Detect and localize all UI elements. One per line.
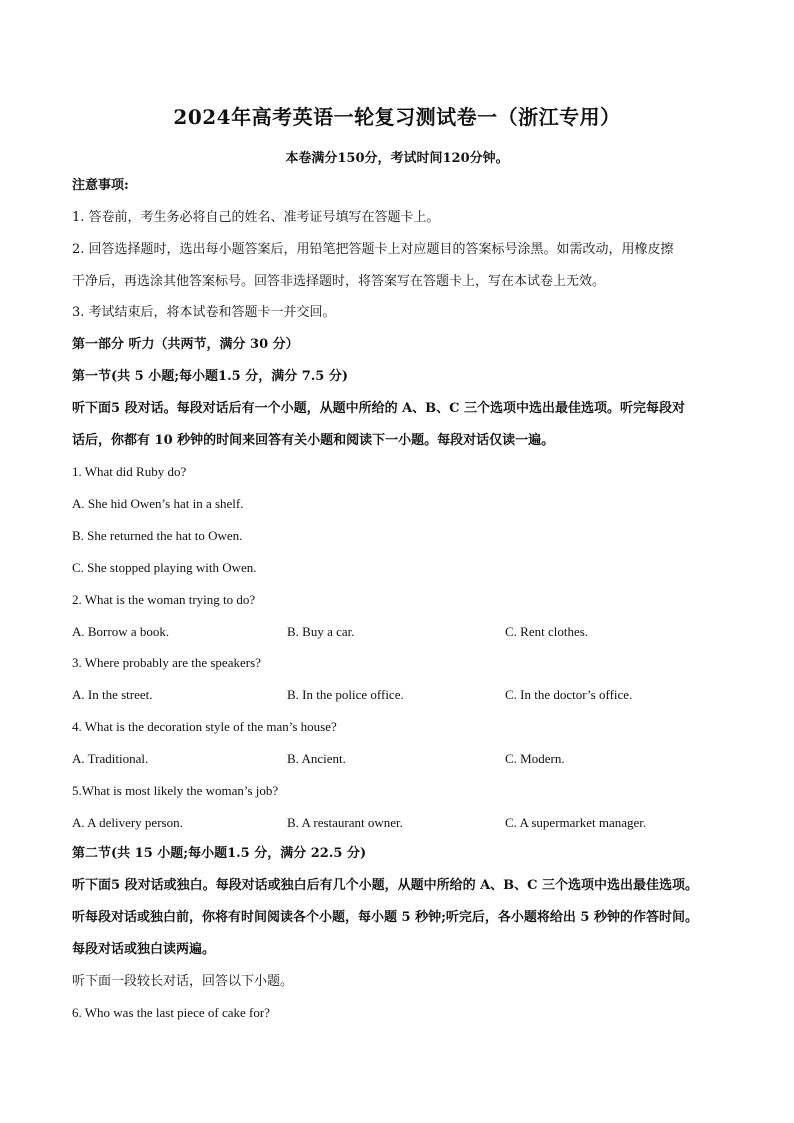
question-5-option-c: C. A supermarket manager. xyxy=(505,815,647,830)
question-1-option-b: B. She returned the hat to Owen. xyxy=(72,528,243,543)
question-4-option-b: B. Ancient. xyxy=(287,751,346,766)
exam-info: 本卷满分150分，考试时间120分钟。 xyxy=(285,151,509,166)
section2-instruction-line-3: 每段对话或独白读两遍。 xyxy=(72,942,216,957)
section2-lead: 听下面一段较长对话，回答以下小题。 xyxy=(72,974,294,989)
notice-heading: 注意事项: xyxy=(72,178,129,193)
notice-item-2-line-1: 2. 回答选择题时，选出每小题答案后，用铅笔把答题卡上对应题目的答案标号涂黑。如需改动，用橡皮擦 xyxy=(72,242,674,257)
notice-item-1: 1. 答卷前，考生务必将自己的姓名、准考证号填写在答题卡上。 xyxy=(72,210,440,225)
question-3-option-a: A. In the street. xyxy=(72,687,153,702)
question-1-option-c: C. She stopped playing with Owen. xyxy=(72,560,257,575)
part1-heading: 第一部分 听力（共两节，满分 30 分） xyxy=(72,337,299,352)
question-1: 1. What did Ruby do? xyxy=(72,464,187,479)
question-4: 4. What is the decoration style of the man’s house? xyxy=(72,719,337,734)
question-2-option-b: B. Buy a car. xyxy=(287,624,355,639)
page-title: 2024年高考英语一轮复习测试卷一（浙江专用） xyxy=(173,105,621,129)
question-2-option-c: C. Rent clothes. xyxy=(505,624,589,639)
question-3-option-c: C. In the doctor’s office. xyxy=(505,687,633,702)
question-2: 2. What is the woman trying to do? xyxy=(72,592,256,607)
question-1-option-a: A. She hid Owen’s hat in a shelf. xyxy=(72,496,244,511)
section2-instruction-line-1: 听下面5 段对话或独白。每段对话或独白后有几个小题，从题中所给的 A、B、C 三个选项中选出最佳选项。 xyxy=(72,878,699,893)
question-5-option-b: B. A restaurant owner. xyxy=(287,815,403,830)
section2-instruction-line-2: 听每段对话或独白前，你将有时间阅读各个小题，每小题 5 秒钟;听完后，各小题将给出 5 秒钟的作答时间。 xyxy=(72,910,698,925)
question-4-option-c: C. Modern. xyxy=(505,751,565,766)
section1-instruction-line-1: 听下面5 段对话。每段对话后有一个小题，从题中所给的 A、B、C 三个选项中选出最佳选项。听完每段对 xyxy=(72,401,686,416)
notice-item-3: 3. 考试结束后，将本试卷和答题卡一并交回。 xyxy=(72,305,336,320)
question-5: 5.What is most likely the woman’s job? xyxy=(72,783,279,798)
question-6: 6. Who was the last piece of cake for? xyxy=(72,1005,270,1020)
section1-heading: 第一节(共 5 小题;每小题1.5 分，满分 7.5 分) xyxy=(72,369,349,384)
question-5-option-a: A. A delivery person. xyxy=(72,815,183,830)
question-3: 3. Where probably are the speakers? xyxy=(72,655,261,670)
question-3-option-b: B. In the police office. xyxy=(287,687,404,702)
section1-instruction-line-2: 话后，你都有 10 秒钟的时间来回答有关小题和阅读下一小题。每段对话仅读一遍。 xyxy=(72,433,555,448)
section2-heading: 第二节(共 15 小题;每小题1.5 分，满分 22.5 分) xyxy=(72,846,367,861)
question-2-option-a: A. Borrow a book. xyxy=(72,624,170,639)
question-4-option-a: A. Traditional. xyxy=(72,751,149,766)
notice-item-2-line-2: 干净后，再选涂其他答案标号。回答非选择题时，将答案写在答题卡上，写在本试卷上无效。 xyxy=(72,274,606,289)
